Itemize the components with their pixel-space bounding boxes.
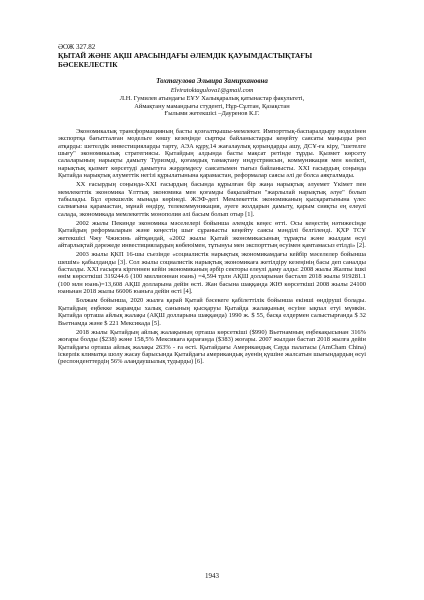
body-paragraph: 2002 жылы Пекинде экономика мәселелері бойынша әлемдік кеңес өтті. Осы кеңестің нәтижесінде Қытайдың реформаларын және кеңестің шығ сұранысты кеңейту саясы мәнділі белгіленді. ҚХР ТСҰ жетекшісі Чжу Чжисинь айтқандай, «2002 жылы Қытай экономикасының тұрақты және жылдам өсуі айтарлықтай дәрежеде инвестициялардың көбеюімен, тұтынуы мен экспорттың өсуімен қамтамасыз етілді» [2].	[58, 220, 366, 250]
body-paragraph: XX ғасырдың соңында-XXI ғасырдың басында құрылған бір жаңа нарықтық әлуемет Үкімет пен мемлекеттік экономика Ұлттық экономика мен қоғамды бақылайтын "жарлылай нарықтық әлуе" болып табылады. Бұл ерекшелік мынада көрінеді. ЖЭФ-дегі Мемлекеттік экономиканың қысқаратынына үлес салмағына қарамастан, мұнай өндіру, телекоммуникация, әуеге жолдарын дамыту, қарым сияқты ең елеулі салада, экономикада мемлекеттік монополия әлі басым болып отыр [1].	[58, 181, 366, 218]
body-paragraph: 2018 жылы Қытайдың айлық жалақының орташа көрсеткіші ($990) Вьетнамның еңбекақысынан 316% жоғары болды ($238) және 158,5% Мексикаға қарағанда ($383) жоғары. 2007 жылдан бастап 2018 жылға дейін Қытайдағы орташа айлық жалақы 263% - ға өсті. Қытайдағы Американдық Сауда палатасы (AmCham China) іскерлік климатқа шолу жасау барысында Қытайдағы американдық әуенің қүшіне жалсатын шығындардың өсуі (респонденттердің 56% алаңдаушылық тудырды) [6].	[58, 328, 366, 366]
body-paragraph: Экономикалық трансформацияның басты қозғалтқышы-мемлекет. Импорттық-баспаралдыру моделінен экспортқа бағытталған модельге көшу кезеңінде сыртқы байланыстарды кеңейту саясаты маңызды рөл атқарды: шетелдік инвестицияларды тарту, АЭА құру,14 жағалаулық қорындарды ашу, ДСҰ-ға кіру, "шетелге шығу" экономикалық стратегиясы. Қытайдың алдында басты мақсат ретінде тұрды. Қызмет көрсету салаларының нарықты дамыту Туризмді, қоғамдық тамақтану индустриясын, коммуникация мен көлікті, нарықтық қызмет көрсетуді дамытуға жәрдемдесу саясатымен тығыз байланысты. XXI ғасырдың соңында Қытайда нарықтық әлуметтік негізі құрылатынына қарамастан, реформалар саясы әлі де болса аяқталмады.	[58, 127, 366, 179]
author-affiliation-line-1: Л.Н. Гумилев атындағы ЕҰУ Халықаралық қатынастар факультеті,	[119, 94, 305, 102]
author-affiliation-line-2: Аймақтану мамандығы студенті, Нұр-Сұлтан, Қазақстан	[134, 102, 290, 110]
body-paragraph: Болжам бойынша, 2020 жылға қарай Қытай бәсекеге қабілеттілік бойынша екінші өндіруші болады. Қытайдың еңбекке жарамды халық санының қысқаруы Қытайда жалақының өсуіне ықпал етуі мүмкін. Қытайда орташа айлық жалақы (АҚШ долларына шаққанда) 1990 ж. $ 55, басқа елдермен салыстырғанда $ 32 Вьетнамда және $ 221 Мексикада [5].	[58, 297, 366, 327]
paper-title: ҚЫТАЙ ЖӘНЕ АҚШ АРАСЫНДАҒЫ ӘЛЕМДІК ҚАУЫМДАСТЫҚТАҒЫ БӘСЕКЕЛЕСТІК	[58, 51, 313, 69]
article-body	[58, 128, 366, 366]
body-paragraph: 2003 жылы ҚКП 16-шы съезінде «социалистік нарықтық экономикамдағы кейбір мәселелер бойынша шешім» қабылданды [3]. Сол жылы социалистік нарықтық экономикаға жетілдіру кезеңінің басы деп саналды басталды. XXI ғасырға кіргеннен кейін экономиканың әрбір секторы елеулі даму алды: 2008 жылы Жалпы ішкі өнім көрсеткіші 319244.6 (100 миллионнан юань) =4,594 трлн АҚШ долларынан басталп 2018 жылы 919281.1 (100 млн юань)=13,608 АҚШ долларына дейін өсті. Жан басына шаққанда ЖІӨ көрсеткіші 2008 жылы 24100 юаньнан 2018 жылы 66006 юаньға дейін өсті [4].	[58, 251, 366, 296]
author-name: Тохтагулова Эльвира Замирхановна	[156, 76, 268, 85]
page-number: 1943	[205, 572, 219, 580]
udc-code: ӘОЖ 327.82	[58, 43, 96, 51]
author-email[interactable]: Elviratoktagulova1@gmail.com	[170, 87, 254, 95]
supervisor-line: Ғылыми жетекшісі –Дауренов К.Г.	[164, 110, 260, 118]
